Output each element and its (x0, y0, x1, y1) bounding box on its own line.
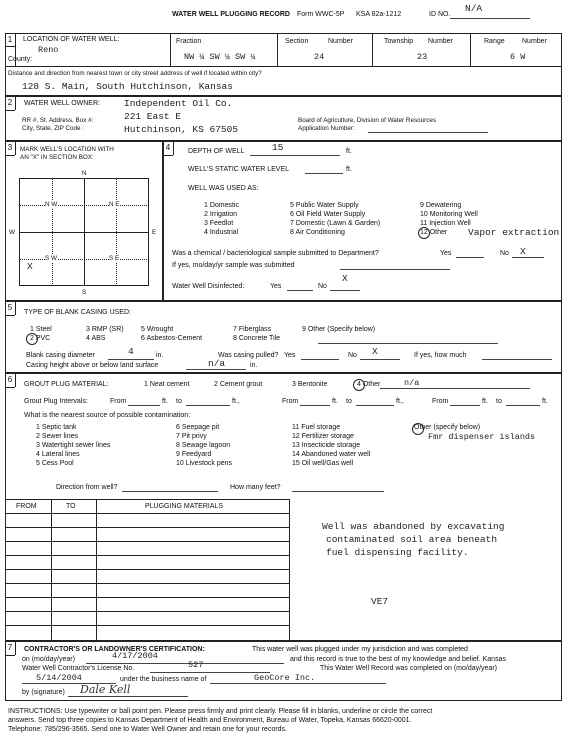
used-as-label: WELL WAS USED AS: (188, 185, 259, 192)
distance-label: Distance and direction from nearest town or city street address of well if located within city? (8, 70, 262, 77)
completed-date[interactable]: 4/17/2004 (112, 651, 158, 661)
source-fuel[interactable]: 11 Fuel storage (292, 424, 341, 431)
diameter-value[interactable]: 4 (128, 346, 134, 357)
address-value[interactable]: 221 East E (124, 111, 182, 122)
owner-label: WATER WELL OWNER: (24, 100, 100, 107)
use-irrigation[interactable]: 2 Irrigation (204, 211, 238, 218)
section-value[interactable]: 24 (314, 52, 325, 62)
section-4-number: 4 (165, 143, 171, 152)
se-label: S E (109, 255, 120, 262)
casing-fiberglass[interactable]: 7 Fiberglass (233, 326, 272, 333)
table-row[interactable] (5, 541, 290, 542)
record-date[interactable]: 5/14/2004 (36, 673, 82, 683)
disinfected-label: Water Well Disinfected: (172, 283, 245, 290)
id-underline (450, 18, 530, 19)
distance-value[interactable]: 128 S. Main, South Hutchinson, Kansas (22, 81, 233, 92)
source-feedyard[interactable]: 9 Feedyard (176, 451, 212, 458)
city-value[interactable]: Hutchinson, KS 67505 (124, 124, 239, 135)
address-label: RR #, St. Address, Box #: (22, 117, 94, 124)
casing-abs[interactable]: 4 ABS (86, 335, 106, 342)
form-number: Form WWC-5P (297, 11, 345, 18)
use-dewatering[interactable]: 9 Dewatering (420, 202, 462, 209)
certification-text-2: and this record is true to the best of my knowledge and belief. Kansas (290, 656, 506, 663)
north-label: N (82, 170, 87, 177)
source-abandoned[interactable]: 14 Abandoned water well (292, 451, 371, 458)
county-label: County: (8, 56, 33, 63)
east-label: E (152, 229, 157, 236)
casing-height-label: Casing height above or below land surface (26, 362, 159, 369)
static-level-label: WELL'S STATIC WATER LEVEL (188, 166, 290, 173)
use-injection[interactable]: 11 Injection Well (420, 220, 471, 227)
instructions-line-2: answers. Send top three copies to Kansas Department of Health and Environment, Bureau of Water, Topeka, Kansas 66620-0001. (8, 717, 412, 724)
grout-bentonite[interactable]: 3 Bentonite (292, 381, 328, 388)
certification-title: CONTRACTOR'S OR LANDOWNER'S CERTIFICATION: (24, 646, 205, 653)
casing-height-in: in. (250, 362, 258, 369)
source-fertilizer[interactable]: 12 Fertilizer storage (292, 433, 354, 440)
casing-pvc-circle (26, 333, 38, 345)
instructions-line-3: Telephone: 785/296-3565. Send one to Water Well Owner and retain one for your records. (8, 726, 288, 733)
casing-pvc[interactable]: 2 PVC (30, 335, 51, 342)
ne-label: N E (109, 201, 120, 208)
casing-height-value[interactable]: n/a (208, 358, 226, 369)
application-label: Application Number: (298, 125, 355, 132)
grout-label: GROUT PLUG MATERIAL: (24, 381, 109, 388)
source-cesspool[interactable]: 5 Cess Pool (36, 460, 74, 467)
source-sewer[interactable]: 2 Sewer lines (36, 433, 79, 440)
depth-label: DEPTH OF WELL (188, 148, 245, 155)
sw-label: S W (45, 255, 57, 262)
interval1-ft2: ft., (232, 398, 240, 405)
township-value[interactable]: 23 (417, 52, 428, 62)
grout-neat[interactable]: 1 Neat cement (144, 381, 190, 388)
city-label: City, State, ZIP Code : (22, 125, 85, 132)
location-label: LOCATION OF WATER WELL: (23, 36, 120, 43)
section-6-number: 6 (7, 375, 13, 384)
table-row[interactable] (5, 583, 290, 584)
interval2-from: From (282, 398, 299, 405)
board-label: Board of Agriculture, Division of Water Resources (298, 117, 437, 124)
table-row[interactable] (5, 611, 290, 612)
use-domestic[interactable]: 1 Domestic (204, 202, 240, 209)
chem-yes[interactable]: Yes (440, 250, 452, 257)
depth-ft: ft. (346, 148, 352, 155)
source-insecticide[interactable]: 13 Insecticide storage (292, 442, 361, 449)
grout-other[interactable]: 4 Other (357, 381, 381, 388)
disinfected-yes[interactable]: Yes (270, 283, 282, 290)
certification-text-1: This water well was plugged under my jurisdiction and was completed (252, 646, 468, 653)
casing-asbestos[interactable]: 6 Asbestos-Cement (141, 335, 203, 342)
pulled-no[interactable]: No (348, 352, 357, 359)
signature[interactable]: Dale Kell (80, 683, 131, 696)
pulled-yes[interactable]: Yes (284, 352, 296, 359)
interval3-ft: ft. (482, 398, 488, 405)
fraction-value[interactable]: NW ¼ SW ¼ SW ¼ (184, 52, 256, 62)
table-row[interactable] (5, 625, 290, 626)
south-label: S (82, 289, 87, 296)
source-other-label[interactable]: Other (specify below) (414, 424, 481, 431)
grout-other-value[interactable]: n/a (404, 378, 420, 388)
interval2-ft: ft. (332, 398, 338, 405)
how-many-feet-label: How many feet? (230, 484, 281, 491)
license-number[interactable]: 527 (188, 660, 204, 670)
range-number-label: Number (522, 38, 547, 45)
source-septic[interactable]: 1 Septic tank (36, 424, 77, 431)
ksa-number: KSA 82a-1212 (356, 11, 402, 18)
use-industrial[interactable]: 4 Industrial (204, 229, 239, 236)
diameter-in: in. (156, 352, 164, 359)
interval1-to: to (176, 398, 182, 405)
interval3-to: to (496, 398, 502, 405)
casing-other[interactable]: 9 Other (Specify below) (302, 326, 376, 333)
source-oilgas[interactable]: 15 Oil well/Gas well (292, 460, 354, 467)
remarks-line-2: contaminated soil area beneath (326, 534, 498, 545)
grout-other-circle (353, 379, 365, 391)
interval2-to: to (346, 398, 352, 405)
use-feedlot[interactable]: 3 Feedlot (204, 220, 234, 227)
table-header-materials: PLUGGING MATERIALS (145, 503, 224, 510)
table-header-from: FROM (16, 503, 37, 510)
disinfected-no-mark: X (342, 273, 348, 284)
casing-steel[interactable]: 1 Steel (30, 326, 52, 333)
casing-wrought[interactable]: 5 Wrought (141, 326, 174, 333)
fraction-label: Fraction (176, 38, 202, 45)
table-row[interactable] (5, 555, 290, 556)
intervals-label: Grout Plug Intervals: (24, 398, 88, 405)
owner-value[interactable]: Independent Oil Co. (124, 98, 233, 109)
disinfected-no[interactable]: No (318, 283, 327, 290)
section-1-number: 1 (7, 35, 13, 44)
section-2-number: 2 (7, 98, 13, 107)
range-label: Range (484, 38, 505, 45)
source-watertight[interactable]: 3 Watertight sewer lines (36, 442, 111, 449)
contamination-label: What is the nearest source of possible contamination: (24, 412, 191, 419)
interval3-from: From (432, 398, 449, 405)
section-label: Section (285, 38, 309, 45)
well-location-mark: X (27, 261, 33, 272)
signature-label: by (signature) (22, 689, 65, 696)
township-number-label: Number (428, 38, 453, 45)
interval3-ft2: ft. (542, 398, 548, 405)
chem-no-mark: X (520, 246, 526, 257)
how-much-label: If yes, how much (414, 352, 467, 359)
use-other-value[interactable]: Vapor extraction (468, 227, 560, 238)
plugging-table (5, 499, 290, 641)
chem-no[interactable]: No (500, 250, 509, 257)
id-label: ID NO. (429, 11, 451, 18)
use-lawn[interactable]: 7 Domestic (Lawn & Garden) (290, 220, 381, 227)
county-value[interactable]: Reno (38, 45, 59, 55)
source-privy[interactable]: 7 Pit privy (176, 433, 207, 440)
nw-label: N W (45, 201, 58, 208)
source-other-circle (412, 423, 424, 435)
business-name-label: under the business name of (120, 676, 207, 683)
casing-pulled-label: Was casing pulled? (218, 352, 279, 359)
interval2-ft2: ft., (396, 398, 404, 405)
section-5-number: 5 (7, 303, 13, 312)
source-lagoon[interactable]: 8 Sewage lagoon (176, 442, 231, 449)
depth-value[interactable]: 15 (272, 142, 284, 153)
use-monitoring[interactable]: 10 Monitoring Well (420, 211, 478, 218)
form-title: WATER WELL PLUGGING RECORD (172, 11, 290, 18)
source-seepage[interactable]: 6 Seepage pit (176, 424, 220, 431)
interval1-ft: ft. (162, 398, 168, 405)
static-ft: ft. (346, 166, 352, 173)
source-livestock[interactable]: 10 Livestock pens (176, 460, 233, 467)
use-air[interactable]: 8 Air Conditioning (290, 229, 345, 236)
chem-sample-label: Was a chemical / bacteriological sample submitted to Department? (172, 250, 379, 257)
interval1-from: From (110, 398, 127, 405)
certification-text-3: This Water Well Record was completed on (mo/day/year) (320, 665, 498, 672)
direction-label: Direction from well? (56, 484, 118, 491)
section-3-number: 3 (7, 143, 13, 152)
mark-label-2: AN "X" IN SECTION BOX: (20, 154, 94, 161)
casing-type-label: TYPE OF BLANK CASING USED: (24, 309, 131, 316)
id-value[interactable]: N/A (465, 3, 483, 14)
remarks-line-1: Well was abandoned by excavating (322, 521, 505, 532)
section-7-number: 7 (7, 643, 13, 652)
township-label: Township (384, 38, 414, 45)
west-label: W (9, 229, 15, 236)
section-number-label: Number (328, 38, 353, 45)
stamp-code: VE7 (371, 596, 389, 607)
license-label: Water Well Contractor's License No. (22, 665, 135, 672)
table-row[interactable] (5, 597, 290, 598)
casing-rmp[interactable]: 3 RMP (SR) (86, 326, 124, 333)
sample-date-label: If yes, mo/day/yr sample was submitted (172, 262, 295, 269)
source-other-value[interactable]: Fmr dispenser islands (428, 432, 536, 442)
use-public[interactable]: 5 Public Water Supply (290, 202, 359, 209)
range-value[interactable]: 6 W (510, 52, 526, 62)
source-lateral[interactable]: 4 Lateral lines (36, 451, 80, 458)
grout-cement[interactable]: 2 Cement grout (214, 381, 263, 388)
use-oilfield[interactable]: 6 Oil Field Water Supply (290, 211, 366, 218)
table-row[interactable] (5, 569, 290, 570)
casing-concrete[interactable]: 8 Concrete Tile (233, 335, 281, 342)
use-other[interactable]: 12 Other (420, 229, 448, 236)
pulled-no-mark: X (372, 346, 378, 357)
table-header-to: TO (66, 503, 76, 510)
use-other-circle (418, 227, 430, 239)
on-date-label: on (mo/day/year) (22, 656, 75, 663)
instructions-line-1: INSTRUCTIONS: Use typewriter or ball point pen. Please press firmly and print clearly. Please fill in blanks, underline or circle the correct (8, 708, 433, 715)
mark-label-1: MARK WELL'S LOCATION WITH (20, 146, 114, 153)
table-row[interactable] (5, 527, 290, 528)
diameter-label: Blank casing diameter (26, 352, 95, 359)
business-name[interactable]: GeoCore Inc. (254, 673, 316, 683)
remarks-line-3: fuel dispensing facility. (326, 547, 469, 558)
